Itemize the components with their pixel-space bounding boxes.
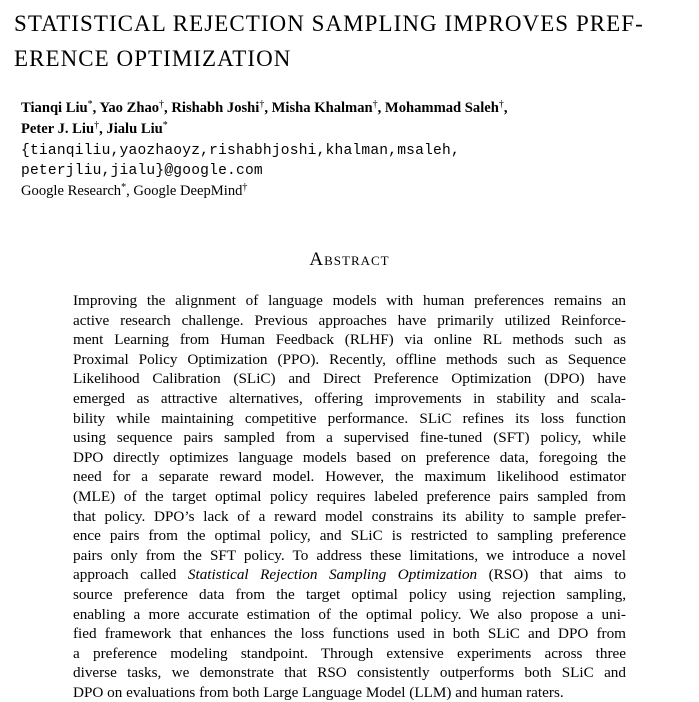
author-name: Rishabh Joshi xyxy=(171,100,260,116)
author-name: Yao Zhao xyxy=(99,100,160,116)
author-affiliation-mark: † xyxy=(259,99,265,110)
email-line-2: peterjliu,jialu}@google.com xyxy=(21,163,263,179)
abstract-body xyxy=(73,291,626,702)
abstract-line: ment Learning from Human Feedback (RLHF) via online RL methods such as xyxy=(73,331,626,349)
abstract-line: fied framework that enhances the loss functions used in both SLiC and DPO from xyxy=(73,625,626,643)
abstract-line: (MLE) of the target optimal policy requires labeled preference pairs sampled from xyxy=(73,487,626,505)
author-emails xyxy=(21,141,460,181)
abstract-line: emerged as attractive alternatives, offering improvements in stability and scala- xyxy=(73,389,626,407)
affiliation-mark-2: † xyxy=(242,182,248,193)
abstract-emphasis: Statistical Rejection Sampling Optimization xyxy=(187,566,478,584)
abstract-line: Likelihood Calibration (SLiC) and Direct Preference Optimization (DPO) have xyxy=(73,370,626,388)
affiliation-mark-1: * xyxy=(121,182,127,193)
title-line-2: ERENCE OPTIMIZATION xyxy=(14,46,292,71)
affiliation-separator: , xyxy=(126,183,134,199)
author-name: Misha Khalman xyxy=(271,100,373,116)
author-separator: , xyxy=(164,100,172,116)
abstract-line: ence pairs from the optimal policy, and SLiC is restricted to sampling preference xyxy=(73,527,626,545)
abstract-line: that policy. DPO’s lack of a reward model constrains its ability to sample prefer- xyxy=(73,507,626,525)
abstract-line: Proximal Policy Optimization (PPO). Recently, offline methods such as Sequence xyxy=(73,350,626,368)
affiliation-google-research: Google Research xyxy=(21,183,122,199)
author-affiliation-mark: † xyxy=(372,99,378,110)
author-separator: , xyxy=(503,100,508,116)
author-list xyxy=(21,98,508,140)
affiliations xyxy=(21,181,247,201)
abstract-line: pairs only from the SFT policy. To address these limitations, we introduce a novel xyxy=(73,546,626,564)
author-name: Peter J. Liu xyxy=(21,121,95,137)
abstract-line: source preference data from the target optimal policy using rejection sampling, xyxy=(73,585,626,603)
paper-title xyxy=(14,6,699,76)
author-separator: , xyxy=(99,121,107,137)
email-line-1: {tianqiliu,yaozhaoyz,rishabhjoshi,khalman,msaleh, xyxy=(21,143,460,159)
abstract-line: need for a separate reward model. However, the maximum likelihood estimator xyxy=(73,468,626,486)
abstract-heading: Abstract xyxy=(309,249,390,270)
abstract-line: diverse tasks, we demonstrate that RSO consistently outperforms both SLiC and xyxy=(73,664,626,682)
author-affiliation-mark: * xyxy=(162,120,168,131)
author-affiliation-mark: * xyxy=(87,99,93,110)
author-affiliation-mark: † xyxy=(159,99,165,110)
abstract-line: DPO directly optimizes language models based on preference data, foregoing the xyxy=(73,448,626,466)
abstract-line: approach called Statistical Rejection Sampling Optimization (RSO) that aims to xyxy=(73,566,627,584)
author-name: Jialu Liu xyxy=(106,121,163,137)
author-line-2 xyxy=(21,119,508,140)
author-separator: , xyxy=(92,100,100,116)
abstract-line: bility while maintaining competitive performance. SLiC refines its loss function xyxy=(73,409,626,427)
author-line-1 xyxy=(21,98,508,119)
abstract-line: using sequence pairs sampled from a supervised fine-tuned (SFT) policy, while xyxy=(73,429,626,447)
title-line-1: STATISTICAL REJECTION SAMPLING IMPROVES PREF- xyxy=(14,11,644,36)
abstract-line: a preference modeling standpoint. Through extensive experiments across three xyxy=(73,644,626,662)
author-separator: , xyxy=(264,100,272,116)
author-name: Mohammad Saleh xyxy=(384,100,499,116)
abstract-line: active research challenge. Previous approaches have primarily utilized Reinforce- xyxy=(73,311,626,329)
abstract-line: Improving the alignment of language models with human preferences remains an xyxy=(73,292,626,309)
abstract-line: DPO on evaluations from both Large Language Model (LLM) and human raters. xyxy=(73,683,564,701)
author-name: Tianqi Liu xyxy=(21,100,88,116)
author-affiliation-mark: † xyxy=(498,99,504,110)
affiliation-google-deepmind: Google DeepMind xyxy=(133,183,243,199)
author-affiliation-mark: † xyxy=(94,120,100,131)
abstract-line: enabling a more accurate estimation of the optimal policy. We also propose a uni- xyxy=(73,605,626,623)
author-separator: , xyxy=(377,100,385,116)
